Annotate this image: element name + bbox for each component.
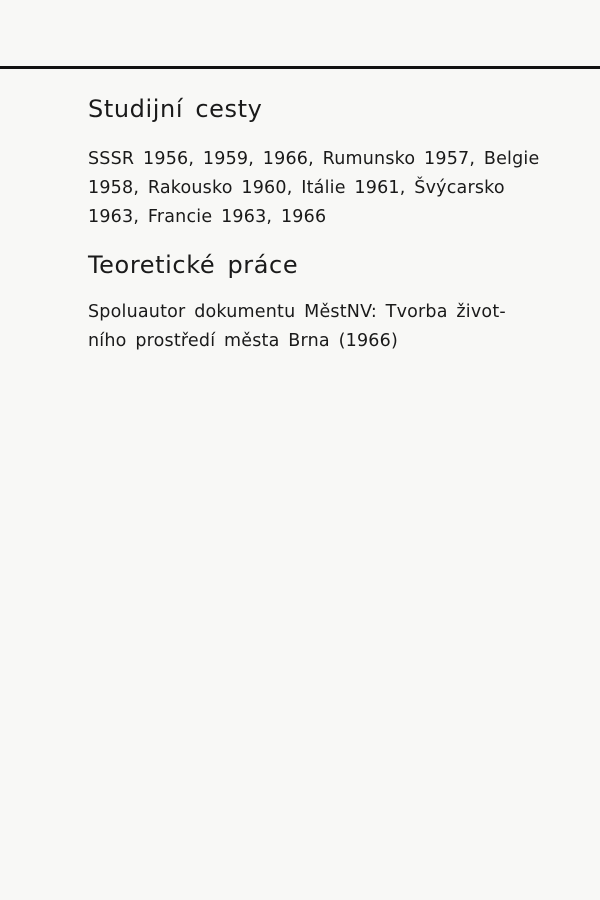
paragraph-line: Spoluautor dokumentu MěstNV: Tvorba život- [88,302,506,322]
section-heading-study-trips: Studijní cesty [88,95,263,123]
paragraph-line: 1963, Francie 1963, 1966 [88,207,327,227]
study-trips-paragraph [88,145,568,232]
section-heading-theoretical-works: Teoretické práce [88,251,299,279]
paragraph-line: ního prostředí města Brna (1966) [88,331,398,351]
theoretical-works-paragraph [88,298,568,356]
paragraph-line: SSSR 1956, 1959, 1966, Rumunsko 1957, Belgie [88,149,540,169]
paragraph-line: 1958, Rakousko 1960, Itálie 1961, Švýcarsko [88,178,505,198]
top-horizontal-rule [0,66,600,69]
